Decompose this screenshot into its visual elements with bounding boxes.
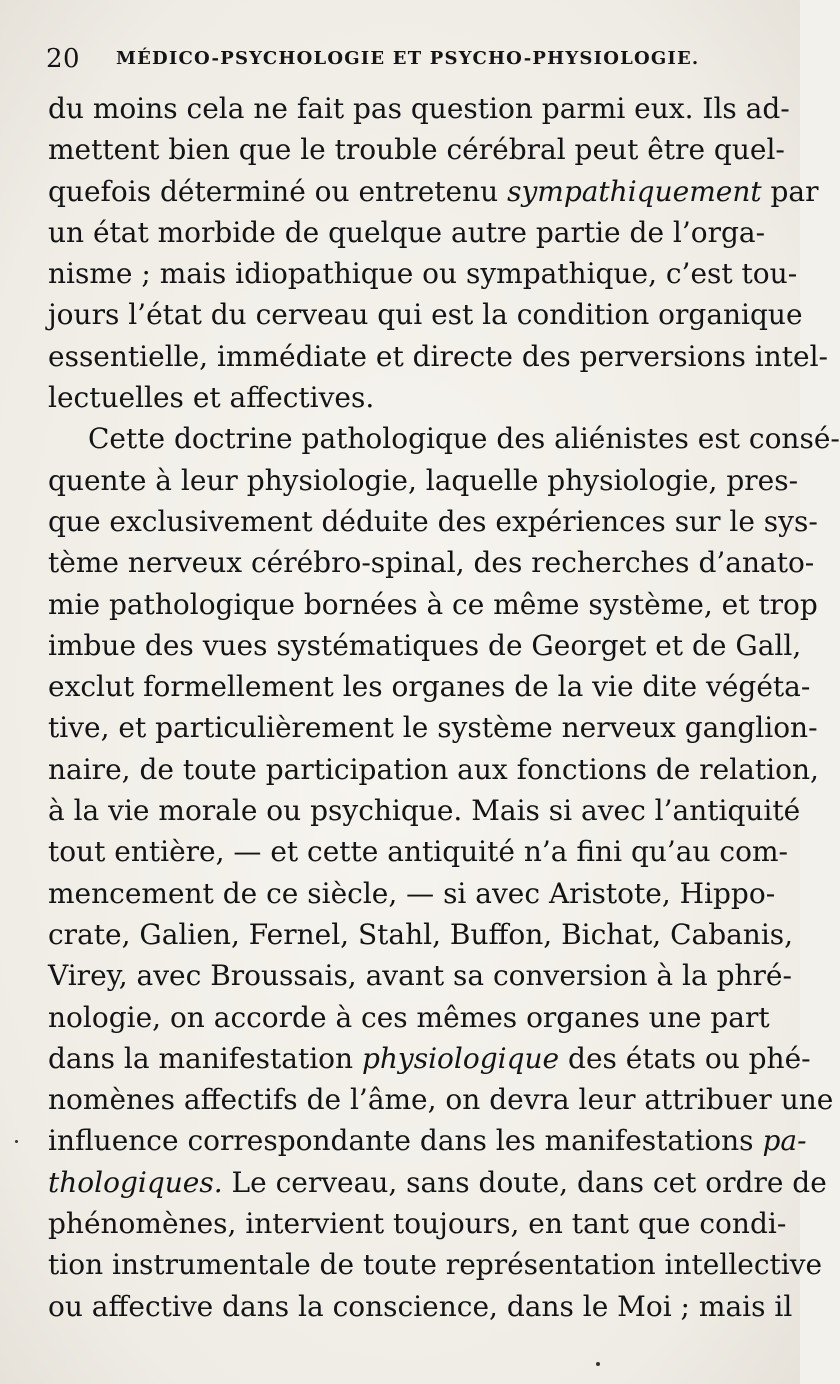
text-segment: nisme ; mais idiopathique ou sympathique, c’est tou- — [48, 257, 798, 291]
text-segment: imbue des vues systématiques de Georget et de Gall, — [48, 628, 802, 662]
text-segment: tive, et particulièrement le système nerveux ganglion- — [48, 711, 818, 745]
text-segment: lectuelles et affectives. — [48, 381, 375, 415]
text-segment: jours l’état du cerveau qui est la condition organique — [48, 298, 803, 332]
text-line — [48, 1203, 787, 1244]
text-line — [48, 997, 770, 1038]
text-line — [48, 1244, 823, 1285]
text-segment: tout entière, — et cette antiquité n’a fini qu’au com- — [48, 835, 788, 869]
text-segment: ou affective dans la conscience, dans le Moi ; mais il — [48, 1289, 793, 1323]
text-segment: crate, Galien, Fernel, Stahl, Buffon, Bichat, Cabanis, — [48, 917, 794, 951]
text-segment: un état morbide de quelque autre partie de l’orga- — [48, 215, 766, 249]
text-segment: dans la manifestation — [48, 1041, 362, 1075]
running-title: MÉDICO-PSYCHOLOGIE ET PSYCHO-PHYSIOLOGIE. — [116, 48, 700, 69]
text-line — [48, 129, 785, 170]
page-header — [46, 44, 754, 78]
text-segment: par — [761, 174, 819, 208]
text-segment: tème nerveux cérébro-spinal, des recherches d’anato- — [48, 546, 815, 580]
text-line — [48, 790, 801, 831]
text-line — [48, 707, 818, 748]
text-line — [48, 377, 756, 418]
ink-speck — [596, 1362, 600, 1366]
text-segment: quente à leur physiologie, laquelle physiologie, pres- — [48, 463, 799, 497]
text-line — [48, 88, 790, 129]
text-segment: à la vie morale ou psychique. Mais si avec l’antiquité — [48, 794, 801, 828]
text-segment: des états ou phé- — [559, 1041, 811, 1075]
italic-text: sympathiquement — [507, 174, 762, 208]
text-segment: mie pathologique bornées à ce même système, et trop — [48, 587, 818, 621]
ink-speck — [15, 1140, 18, 1143]
text-segment: phénomènes, intervient toujours, en tant que condi- — [48, 1207, 787, 1241]
text-line — [48, 749, 819, 790]
text-segment: que exclusivement déduite des expériences sur le sys- — [48, 504, 818, 538]
text-line — [48, 584, 818, 625]
italic-text: pa- — [762, 1124, 807, 1158]
page-number: 20 — [46, 44, 81, 74]
text-line — [48, 460, 799, 501]
text-segment: Le cerveau, sans doute, dans cet ordre de — [222, 1165, 827, 1199]
text-line — [48, 212, 766, 253]
text-line — [48, 1120, 807, 1161]
italic-text: thologiques. — [48, 1165, 223, 1199]
text-line — [48, 171, 819, 212]
text-line — [48, 914, 794, 955]
text-line — [48, 873, 776, 914]
text-segment: Virey, avec Broussais, avant sa conversion à la phré- — [48, 959, 792, 993]
text-segment: mettent bien que le trouble cérébral peut être quel- — [48, 133, 785, 167]
text-line — [48, 1079, 834, 1120]
text-segment: tion instrumentale de toute représentation intellective — [48, 1248, 823, 1282]
text-segment: quefois déterminé ou entretenu — [48, 174, 508, 208]
text-line — [48, 542, 815, 583]
text-line — [48, 294, 803, 335]
text-line — [48, 1162, 827, 1203]
text-line — [48, 831, 788, 872]
text-segment: influence correspondante dans les manifestations — [48, 1124, 763, 1158]
text-line — [48, 666, 811, 707]
text-line — [48, 336, 828, 377]
text-line — [48, 253, 798, 294]
text-segment: nologie, on accorde à ces mêmes organes une part — [48, 1000, 770, 1034]
text-line — [48, 955, 792, 996]
text-segment: exclut formellement les organes de la vie dite végéta- — [48, 670, 811, 704]
text-segment: essentielle, immédiate et directe des perversions intel- — [48, 339, 828, 373]
text-segment: naire, de toute participation aux fonctions de relation, — [48, 752, 819, 786]
text-segment: Cette doctrine pathologique des aliénistes est consé- — [88, 422, 840, 456]
body-text — [48, 88, 840, 1327]
text-line — [48, 1038, 811, 1079]
text-segment: mencement de ce siècle, — si avec Aristote, Hippo- — [48, 876, 776, 910]
text-line — [48, 1286, 793, 1327]
text-line — [48, 625, 802, 666]
text-segment: nomènes affectifs de l’âme, on devra leur attribuer une — [48, 1083, 834, 1117]
italic-text: physiologique — [361, 1041, 560, 1075]
text-segment: du moins cela ne fait pas question parmi eux. Ils ad- — [48, 92, 790, 125]
text-line — [48, 418, 840, 459]
text-line — [48, 501, 818, 542]
